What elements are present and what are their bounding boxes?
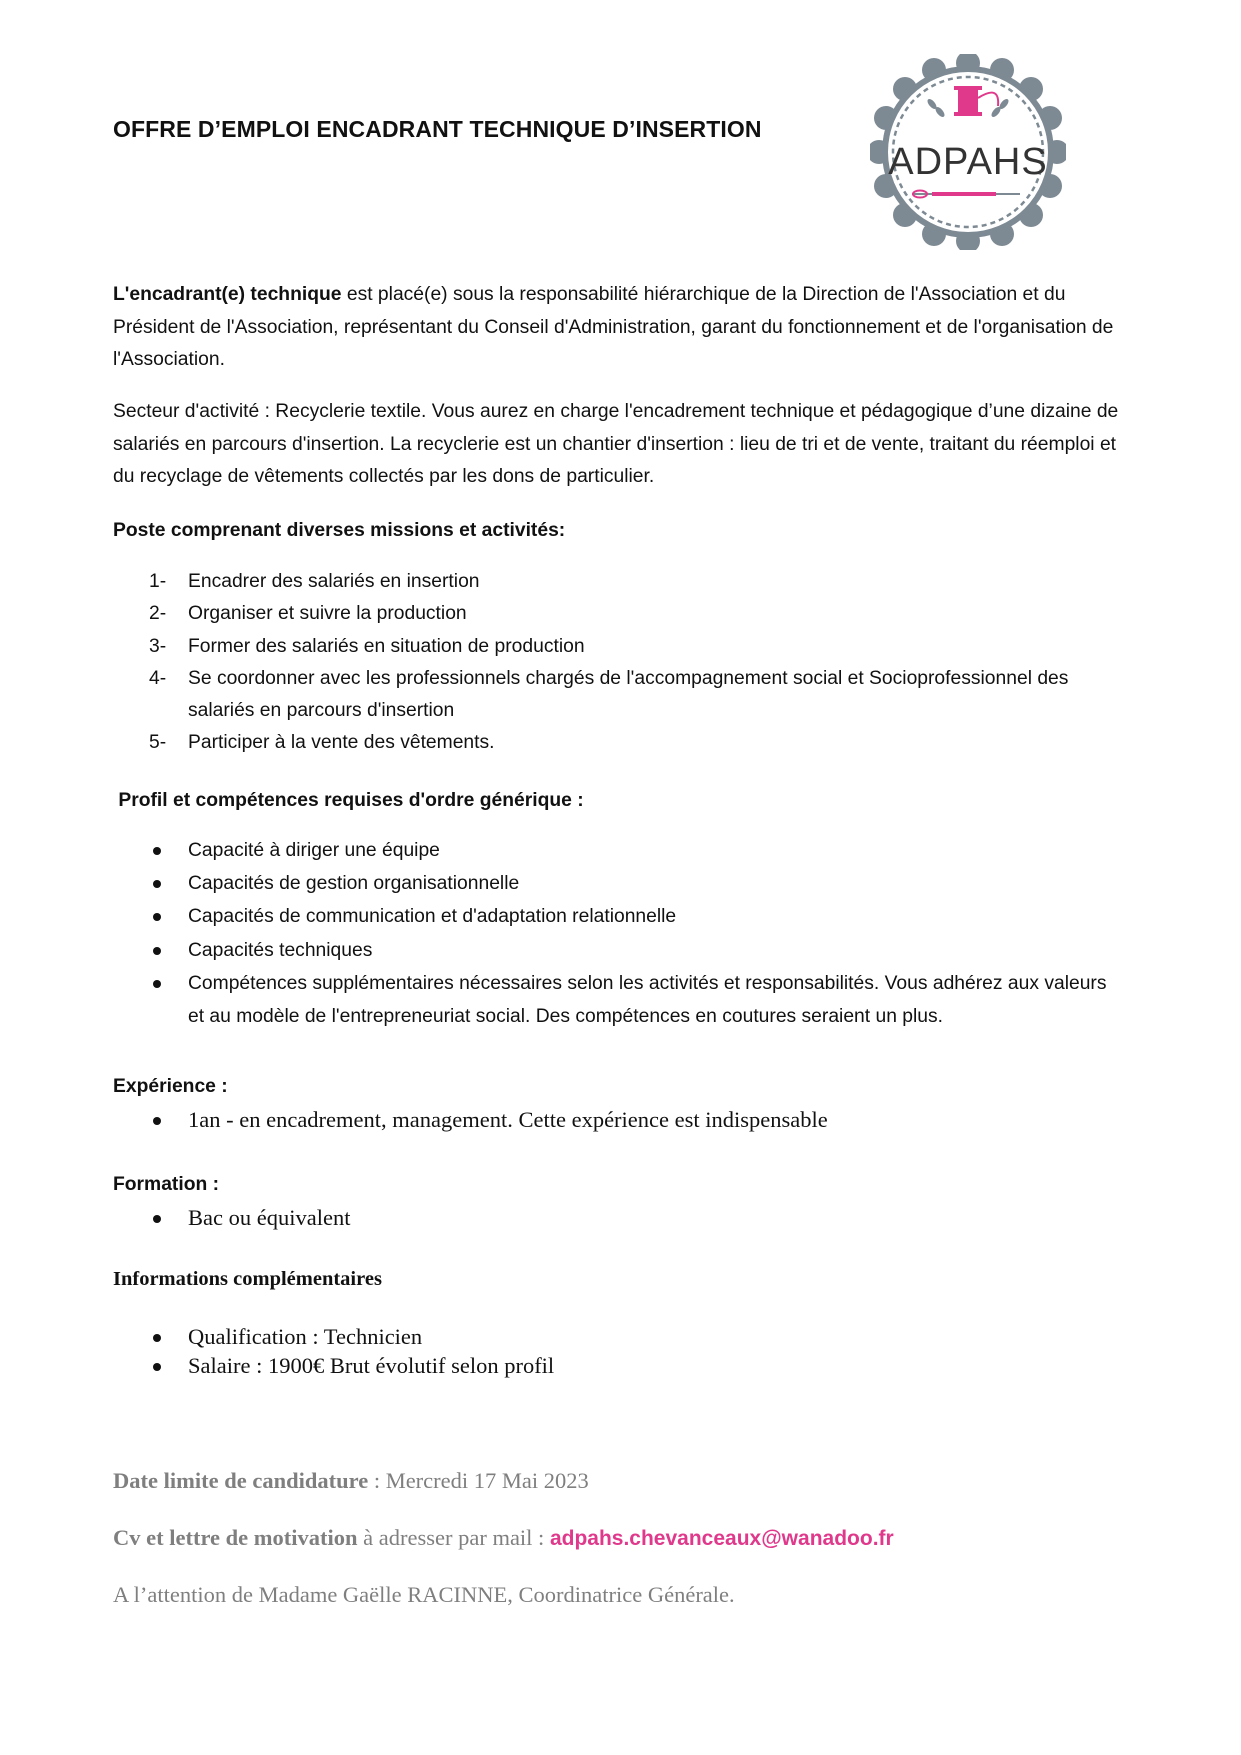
deadline-value: : Mercredi 17 Mai 2023	[368, 1468, 589, 1493]
experience-heading: Expérience :	[113, 1076, 228, 1097]
formation-heading: Formation :	[113, 1174, 220, 1195]
list-item: 1an - en encadrement, management. Cette expérience est indispensable	[113, 1105, 1123, 1134]
profile-list	[113, 834, 1123, 1033]
list-item: 2- Organiser et suivre la production	[149, 603, 467, 625]
bullet-icon	[153, 1117, 161, 1125]
list-item: 5- Participer à la vente des vêtements.	[149, 732, 495, 754]
logo-text: ADPAHS	[888, 141, 1048, 183]
intro-paragraph	[113, 279, 1123, 377]
list-item: Capacité à diriger une équipe	[113, 834, 1123, 867]
bullet-icon	[153, 1215, 161, 1223]
bullet-icon	[153, 913, 161, 921]
list-item: Qualification : Technicien	[113, 1322, 1123, 1351]
sector-paragraph	[113, 396, 1123, 494]
list-item: Compétences supplémentaires nécessaires selon les activités et responsabilités. Vous adhérez aux valeurs et au modèle de l'entrepreneuriat social. Des compétences en coutures seraient un plus.	[113, 967, 1123, 1033]
bullet-icon	[153, 980, 161, 988]
bullet-icon	[153, 1363, 161, 1371]
bullet-icon	[153, 947, 161, 955]
cv-line	[113, 1525, 894, 1551]
intro-strong: L'encadrant(e) technique	[113, 284, 342, 305]
list-item: Capacités techniques	[113, 934, 1123, 967]
bullet-icon	[153, 880, 161, 888]
bullet-icon	[153, 1334, 161, 1342]
sector-text: Secteur d'activité : Recyclerie textile. Vous aurez en charge l'encadrement technique et pédagogique d’une dizaine de salariés en parcours d'insertion. La recyclerie est un chantier d'insertion : lieu de tri et de vente, traitant du réemploi et du recyclage de vêtements collectés par les dons de particulier.	[113, 401, 1119, 487]
formation-list	[113, 1203, 1123, 1232]
list-item: 4- Se coordonner avec les professionnels chargés de l'accompagnement social et Socioprofessionnel des salariés en parcours d'insertion	[149, 667, 1069, 722]
list-item: 3- Former des salariés en situation de production	[149, 635, 585, 657]
list-item: Salaire : 1900€ Brut évolutif selon profil	[113, 1351, 1123, 1380]
cv-label: Cv et lettre de motivation	[113, 1525, 358, 1550]
deadline-label: Date limite de candidature	[113, 1468, 369, 1493]
list-item: Bac ou équivalent	[113, 1203, 1123, 1232]
email-link[interactable]: adpahs.chevanceaux@wanadoo.fr	[549, 1527, 894, 1550]
info-heading: Informations complémentaires	[113, 1268, 382, 1290]
page-title: OFFRE D’EMPLOI ENCADRANT TECHNIQUE D’INSERTION	[113, 116, 762, 142]
list-item: 1- Encadrer des salariés en insertion	[149, 571, 480, 592]
intro-text: est placé(e) sous la responsabilité hiérarchique de la Direction de l'Association et du Président de l'Association, représentant du Conseil d'Administration, garant du fonctionnement et de l'organisation de l'Association.	[113, 284, 1114, 370]
list-item: Capacités de gestion organisationnelle	[113, 867, 1123, 900]
missions-list	[113, 566, 1123, 760]
bullet-icon	[153, 847, 161, 855]
attention-line: A l’attention de Madame Gaëlle RACINNE, Coordinatrice Générale.	[113, 1582, 735, 1607]
deadline-line	[113, 1468, 589, 1494]
missions-heading: Poste comprenant diverses missions et activités:	[113, 520, 566, 541]
info-list	[113, 1322, 1123, 1380]
cv-text: à adresser par mail :	[357, 1525, 550, 1550]
profile-heading: Profil et compétences requises d'ordre générique :	[113, 790, 584, 811]
adpahs-logo	[870, 54, 1066, 250]
list-item: Capacités de communication et d'adaptation relationnelle	[113, 900, 1123, 933]
experience-list	[113, 1105, 1123, 1134]
